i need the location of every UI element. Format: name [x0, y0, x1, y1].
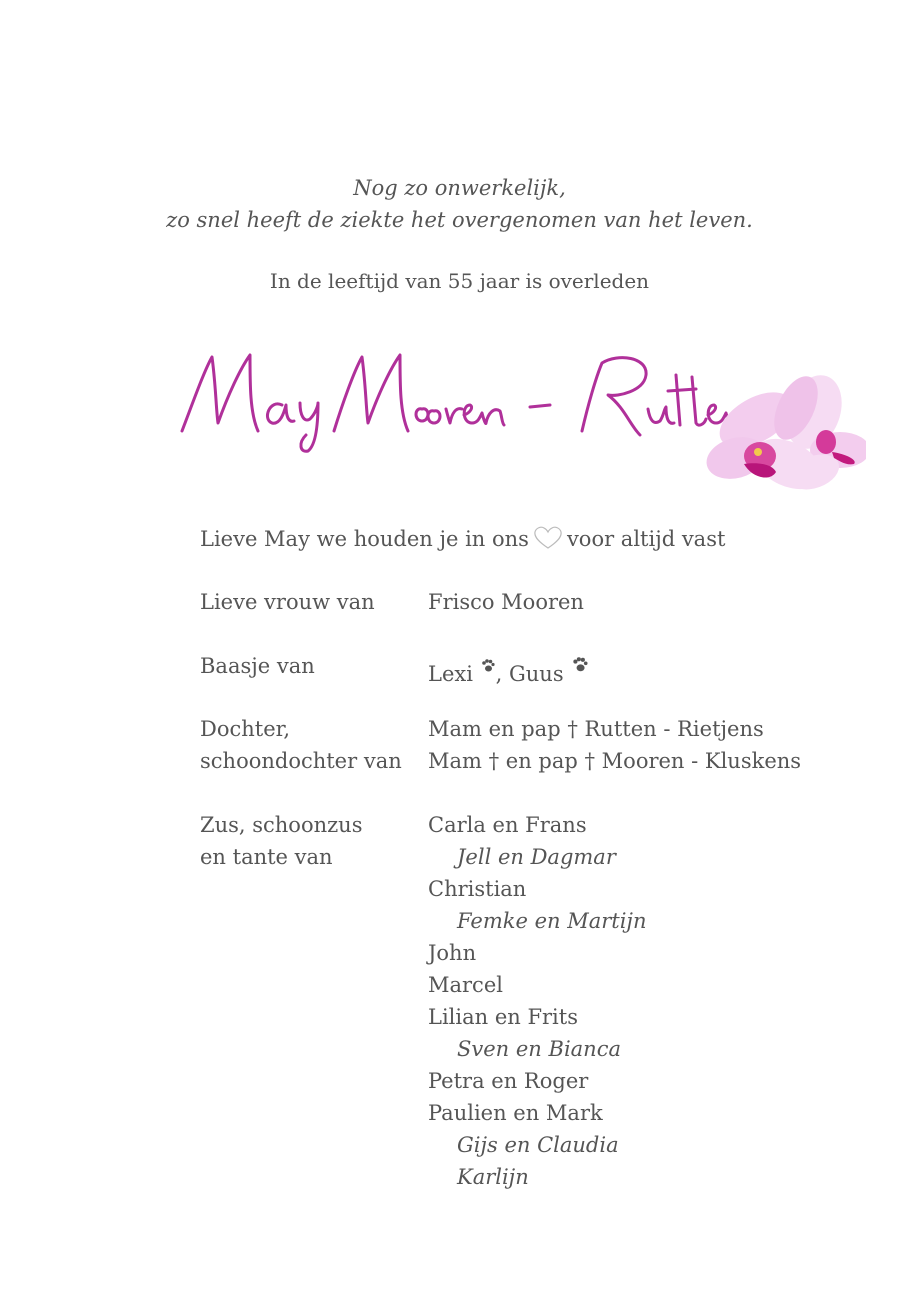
family-entry: Paulien en Mark: [428, 1101, 603, 1125]
family-entry: Petra en Roger: [428, 1069, 589, 1093]
intro-line-2: zo snel heeft de ziekte het overgenomen van het leven.: [166, 208, 753, 232]
family-child-entry: Femke en Martijn: [457, 909, 647, 933]
relation-value: [428, 713, 888, 777]
parents-line: Mam en pap † Rutten - Rietjens: [428, 717, 764, 741]
parents-line: Mam † en pap † Mooren - Kluskens: [428, 749, 802, 773]
family-child-entry: Jell en Dagmar: [457, 845, 616, 869]
relation-label-line: en tante van: [200, 845, 333, 869]
heart-outline-icon: [533, 526, 563, 555]
family-child-entry: Sven en Bianca: [457, 1037, 621, 1061]
family-child-entry: Gijs en Claudia: [457, 1133, 619, 1157]
pet-name: Lexi: [428, 662, 473, 686]
family-child-entry: Karlijn: [457, 1165, 529, 1189]
family-entry: Marcel: [428, 973, 503, 997]
pet-name: Guus: [509, 662, 564, 686]
relation-label-line: Dochter,: [200, 717, 291, 741]
family-entry: Carla en Frans: [428, 813, 587, 837]
orchid-flower-icon: [696, 368, 866, 508]
intro-text: [0, 172, 919, 236]
relation-label-line: Zus, schoonzus: [200, 813, 363, 837]
age-line: In de leeftijd van 55 jaar is overleden: [269, 269, 650, 293]
family-list: [428, 809, 888, 1193]
tagline: [200, 526, 725, 555]
family-entry: John: [428, 941, 477, 965]
deceased-name-script: [178, 335, 778, 465]
paw-icon: [571, 650, 589, 682]
relation-label: Lieve vrouw van: [200, 590, 375, 614]
relation-value: [428, 650, 888, 690]
family-entry: Christian: [428, 877, 527, 901]
intro-line-1: Nog zo onwerkelijk,: [353, 176, 566, 200]
tagline-before: Lieve May we houden je in ons: [200, 527, 529, 551]
family-entry: Lilian en Frits: [428, 1005, 578, 1029]
relation-label: [200, 713, 425, 777]
paw-icon: [481, 650, 495, 682]
tagline-after: voor altijd vast: [566, 527, 726, 551]
relation-label-line: schoondochter van: [200, 749, 402, 773]
relation-value: Frisco Mooren: [428, 590, 584, 614]
pet-separator: ,: [495, 662, 503, 686]
relation-label: Baasje van: [200, 654, 315, 678]
relation-label: [200, 809, 425, 873]
